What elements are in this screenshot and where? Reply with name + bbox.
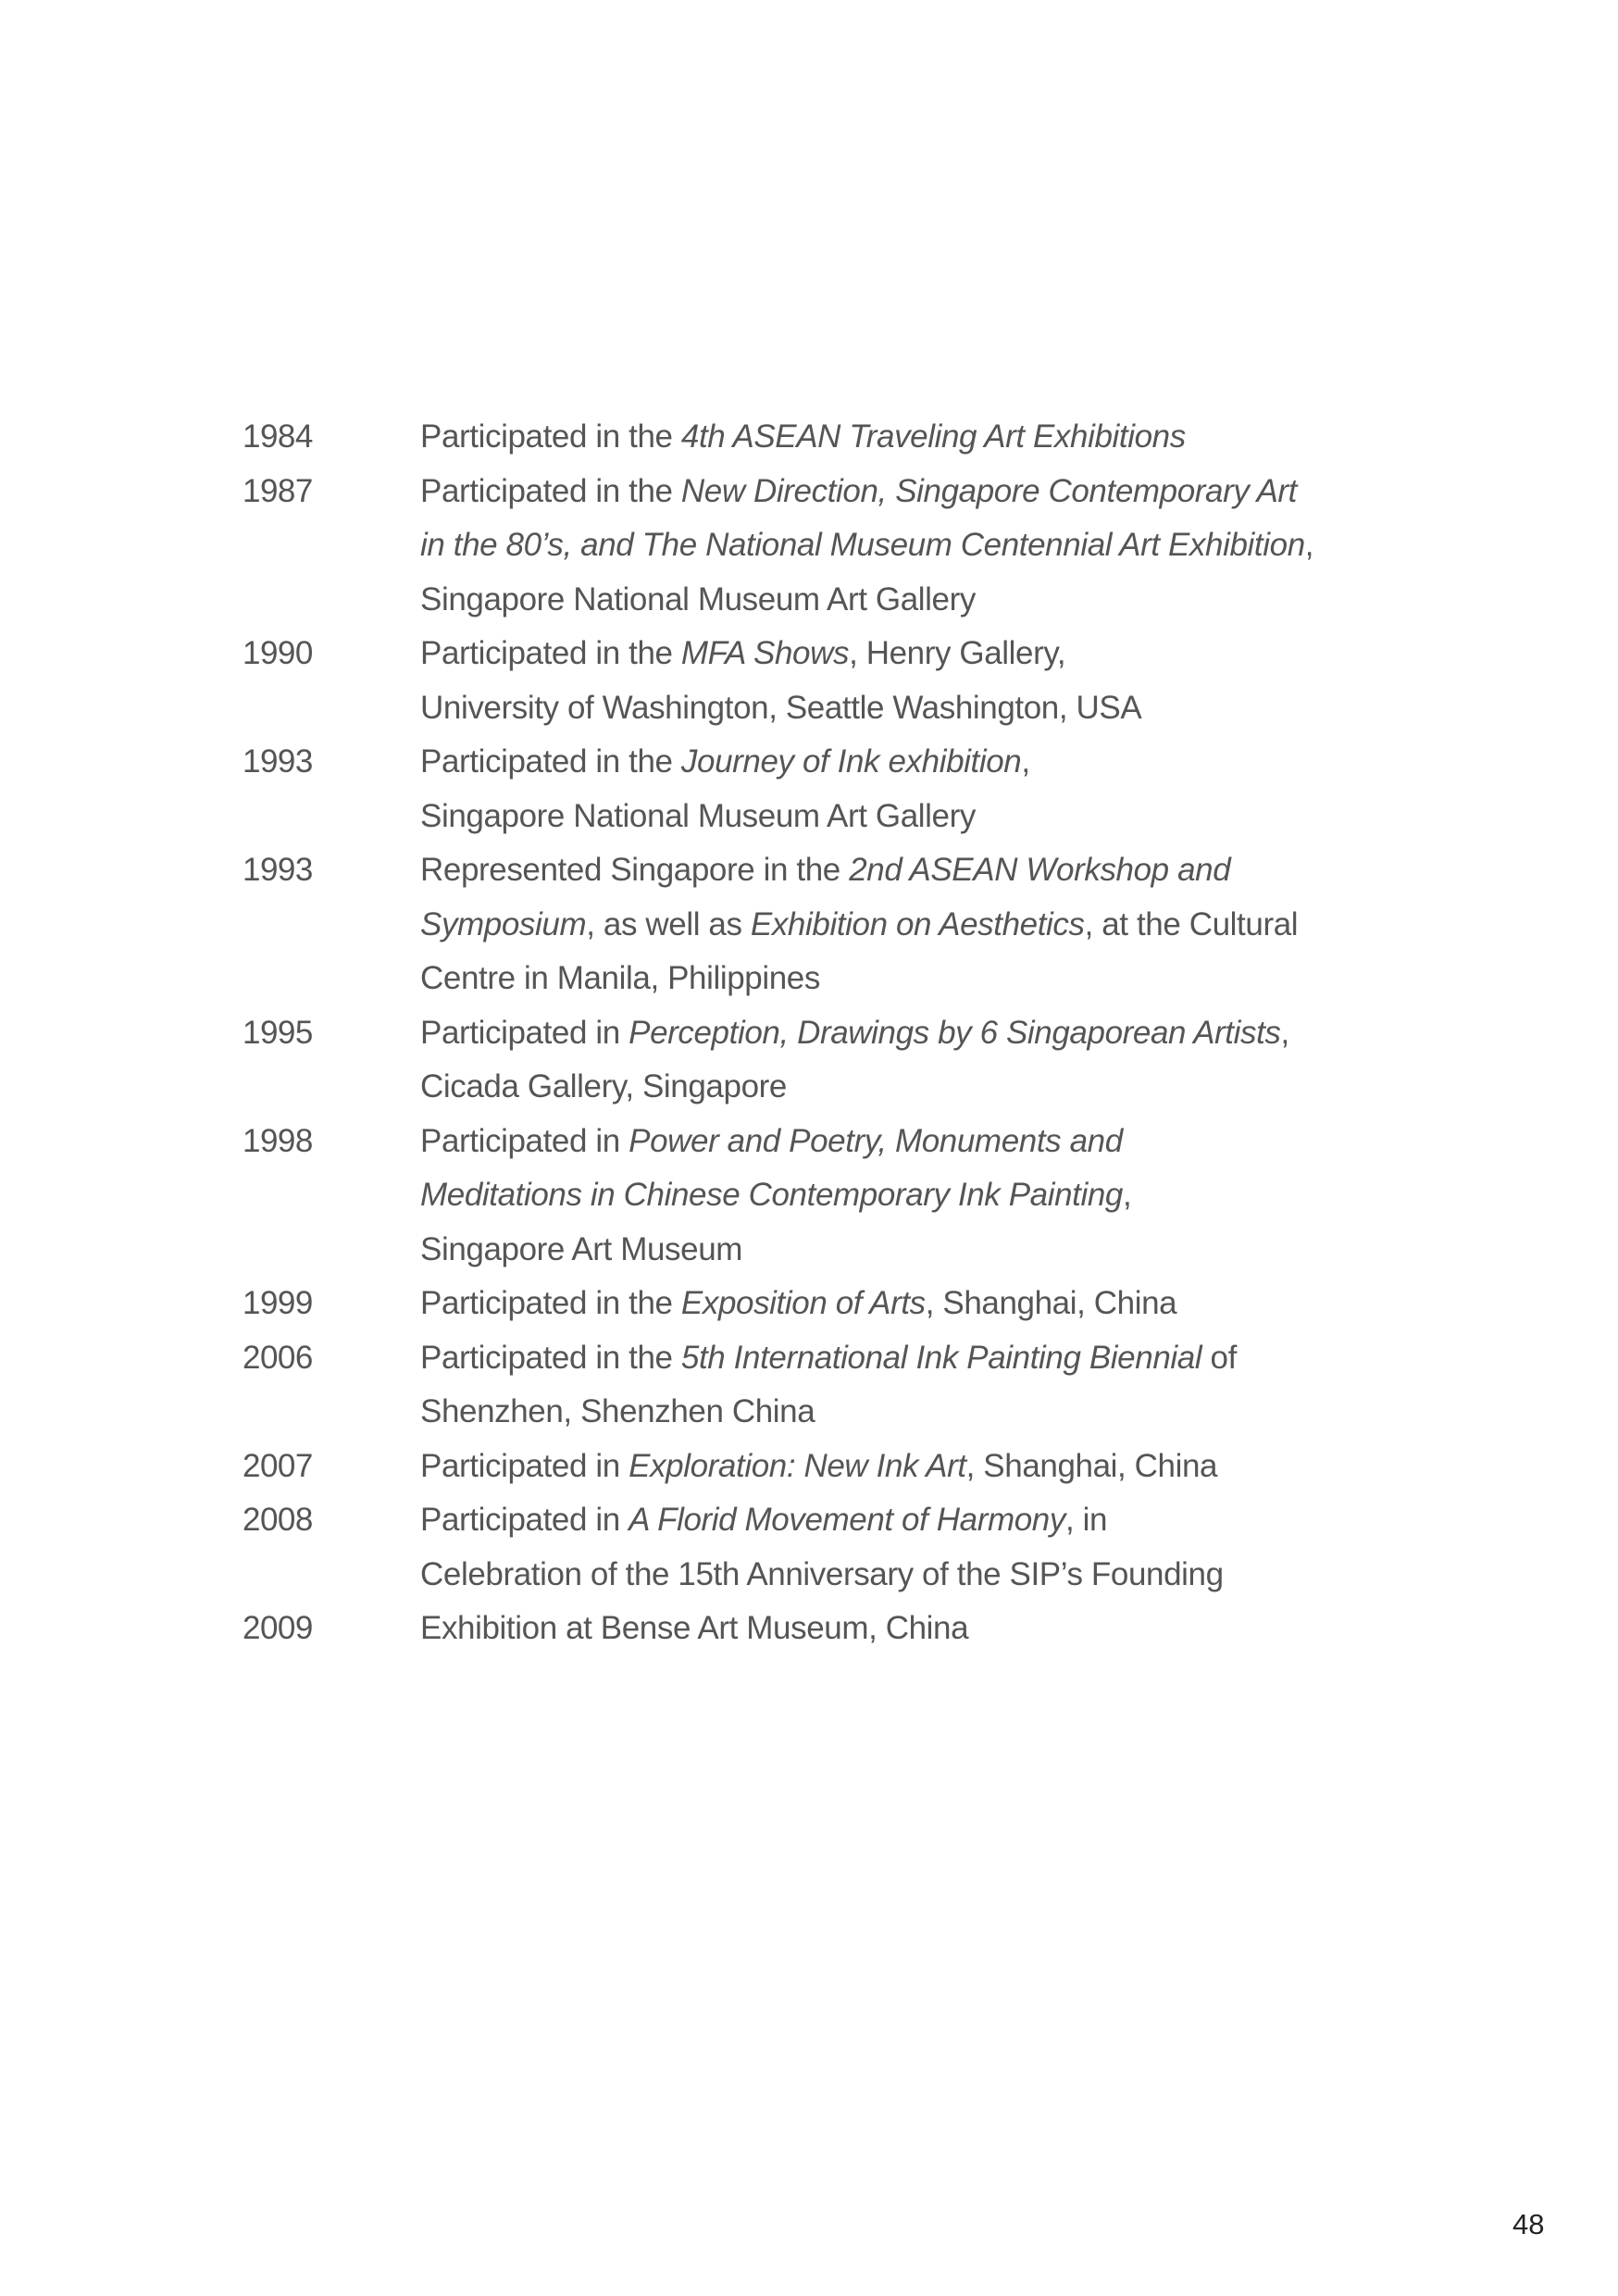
description-text: Singapore National Museum Art Gallery: [420, 797, 976, 834]
description-text: University of Washington, Seattle Washington, USA: [420, 689, 1142, 726]
description-line: [420, 1493, 1400, 1548]
description-text: Participated in the: [420, 472, 681, 509]
description-text: Participated in: [420, 1014, 629, 1051]
entry-description: [420, 1006, 1400, 1115]
description-text: ,: [1280, 1014, 1289, 1051]
exhibition-entry: [243, 735, 1400, 843]
description-line: [420, 1223, 1400, 1278]
description-text: , as well as: [586, 905, 751, 942]
description-text: ,: [1304, 527, 1314, 563]
description-text: Participated in the: [420, 635, 681, 671]
description-line: [420, 1277, 1400, 1331]
exhibition-title: Power and Poetry, Monuments and: [629, 1122, 1123, 1159]
exhibition-entry: [243, 410, 1400, 465]
exhibition-entry: [243, 1006, 1400, 1115]
description-line: [420, 1331, 1400, 1386]
description-line: [420, 465, 1400, 519]
entry-year: 1999: [243, 1285, 313, 1321]
exhibition-title: 4th ASEAN Traveling Art Exhibitions: [680, 418, 1186, 455]
exhibition-title: Exhibition on Aesthetics: [750, 905, 1085, 942]
description-line: [420, 952, 1400, 1006]
description-text: Participated in the: [420, 1285, 681, 1321]
entry-year: 2007: [243, 1447, 313, 1484]
exhibition-entry: [243, 1277, 1400, 1331]
description-line: [420, 1060, 1400, 1115]
description-line: [420, 1440, 1400, 1494]
description-text: Participated in: [420, 1122, 629, 1159]
description-text: Participated in the: [420, 743, 681, 780]
exhibition-title: Meditations in Chinese Contemporary Ink Painting: [420, 1177, 1123, 1213]
description-line: [420, 1385, 1400, 1440]
description-text: Shenzhen, Shenzhen China: [420, 1393, 815, 1429]
exhibition-title: Exploration: New Ink Art: [629, 1447, 966, 1484]
exhibition-title: 2nd ASEAN Workshop and: [849, 852, 1231, 888]
description-line: [420, 843, 1400, 898]
description-text: Singapore National Museum Art Gallery: [420, 580, 976, 618]
exhibition-entry: [243, 465, 1400, 628]
entry-year: 1990: [243, 635, 313, 671]
entry-year: 1998: [243, 1122, 313, 1159]
description-line: [420, 573, 1400, 628]
entry-description: [420, 1331, 1400, 1440]
description-text: , in: [1064, 1502, 1108, 1538]
entry-description: [420, 1440, 1400, 1494]
exhibition-entry: [243, 1493, 1400, 1602]
description-line: [420, 410, 1400, 465]
entry-year: 1993: [243, 852, 313, 888]
description-line: [420, 1548, 1400, 1603]
description-text: Participated in: [420, 1502, 629, 1538]
description-line: [420, 1006, 1400, 1061]
description-line: [420, 735, 1400, 790]
description-line: [420, 790, 1400, 844]
entry-description: [420, 735, 1400, 843]
exhibition-entry: [243, 1115, 1400, 1278]
entry-description: [420, 627, 1400, 735]
exhibition-title: A Florid Movement of Harmony: [629, 1502, 1065, 1538]
description-line: [420, 898, 1400, 953]
entry-description: [420, 843, 1400, 1006]
description-text: Exhibition at Bense Art Museum, China: [420, 1610, 969, 1646]
description-text: , Henry Gallery,: [849, 635, 1066, 671]
entry-year: 1987: [243, 472, 313, 509]
entry-description: [420, 410, 1400, 465]
description-text: Participated in the: [420, 418, 681, 455]
exhibition-entry: [243, 627, 1400, 735]
entry-year: 1984: [243, 418, 313, 455]
description-line: [420, 681, 1400, 736]
exhibition-entry: [243, 843, 1400, 1006]
description-text: Singapore Art Museum: [420, 1230, 743, 1267]
entry-description: [420, 1493, 1400, 1602]
description-text: Centre in Manila, Philippines: [420, 960, 820, 996]
entry-year: 1993: [243, 743, 313, 780]
description-text: Represented Singapore in the: [420, 852, 850, 888]
description-text: , at the Cultural: [1084, 905, 1299, 942]
exhibition-entry: [243, 1440, 1400, 1494]
entry-year: 2008: [243, 1502, 313, 1538]
exhibition-title: 5th International Ink Painting Biennial: [680, 1339, 1202, 1376]
description-text: Participated in the: [420, 1339, 681, 1376]
description-text: of: [1201, 1339, 1237, 1376]
description-line: [420, 518, 1400, 573]
description-text: ,: [1021, 743, 1030, 780]
exhibition-list: [243, 410, 1400, 1656]
description-line: [420, 1115, 1400, 1169]
description-text: Cicada Gallery, Singapore: [420, 1068, 787, 1104]
description-line: [420, 1602, 1400, 1656]
description-text: Celebration of the 15th Anniversary of the SIP’s Founding: [420, 1555, 1224, 1592]
exhibition-title: Journey of Ink exhibition: [680, 743, 1022, 780]
entry-description: [420, 1277, 1400, 1331]
exhibition-title: New Direction, Singapore Contemporary Art: [680, 472, 1297, 509]
entry-description: [420, 1115, 1400, 1278]
description-text: , Shanghai, China: [965, 1447, 1218, 1484]
entry-year: 2006: [243, 1339, 313, 1376]
page-number: 48: [1512, 2208, 1545, 2240]
entry-description: [420, 465, 1400, 628]
description-line: [420, 627, 1400, 681]
exhibition-entry: [243, 1602, 1400, 1656]
exhibition-entry: [243, 1331, 1400, 1440]
description-line: [420, 1168, 1400, 1223]
exhibition-title: Symposium: [420, 905, 587, 942]
description-text: ,: [1123, 1177, 1132, 1213]
exhibition-title: in the 80’s, and The National Museum Centennial Art Exhibition: [420, 527, 1305, 563]
description-text: , Shanghai, China: [925, 1285, 1177, 1321]
entry-year: 2009: [243, 1610, 313, 1646]
exhibition-title: Perception, Drawings by 6 Singaporean Artists: [629, 1014, 1281, 1051]
entry-year: 1995: [243, 1014, 313, 1051]
exhibition-title: Exposition of Arts: [680, 1285, 926, 1321]
exhibition-title: MFA Shows: [680, 635, 850, 671]
description-text: Participated in: [420, 1447, 629, 1484]
entry-description: [420, 1602, 1400, 1656]
